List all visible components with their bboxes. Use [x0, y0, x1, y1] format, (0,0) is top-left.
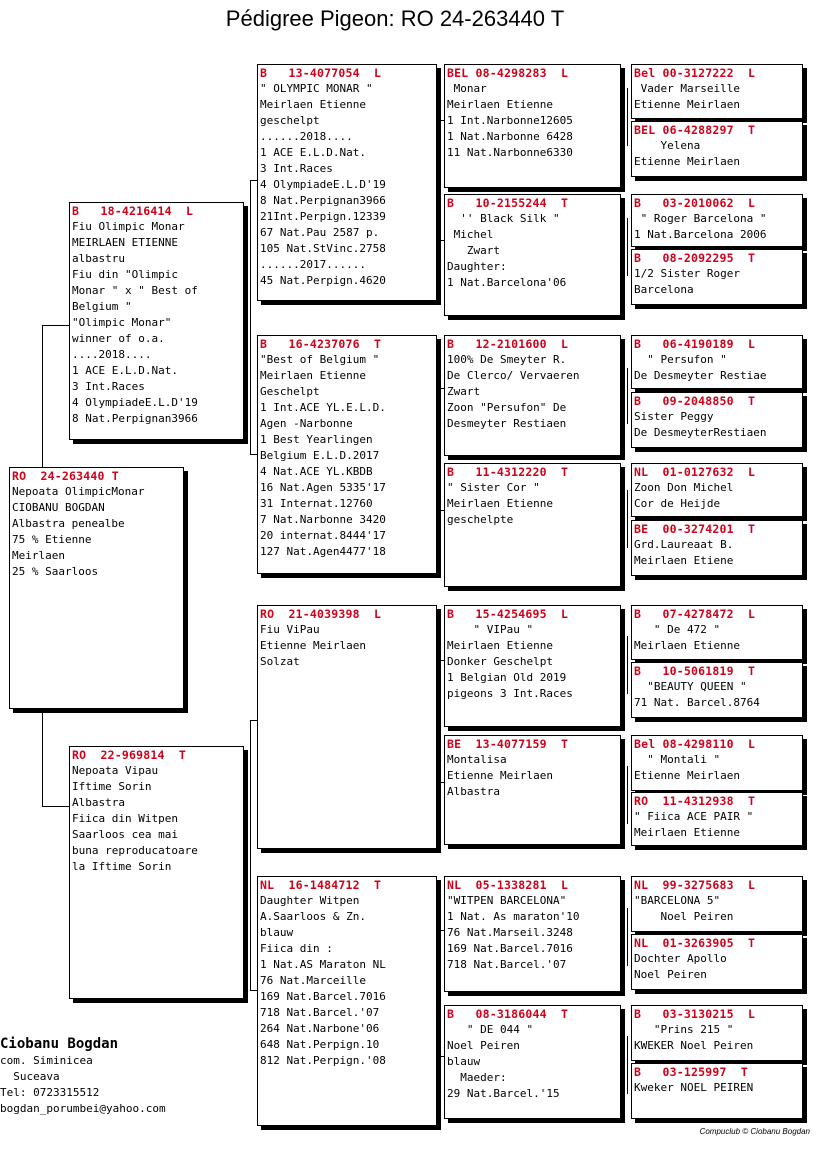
pigeon-info-line: geschelpte	[447, 513, 514, 526]
pigeon-card-gg11	[631, 735, 803, 791]
pigeon-info-line: 812 Nat.Perpign.'08	[260, 1054, 386, 1067]
ring-number: BEL 06-4288297 T	[634, 123, 756, 137]
pigeon-info-line: Fiu din "Olimpic	[72, 268, 178, 281]
pigeon-info-line: 4 Nat.ACE YL.KBDB	[260, 465, 373, 478]
pigeon-info-line: 1 Nat.Narbonne 6428	[447, 130, 573, 143]
pigeon-info-line: Albastra	[72, 796, 125, 809]
pigeon-info-line: "Best of Belgium "	[260, 353, 380, 366]
pigeon-card-gg13	[631, 876, 803, 932]
pigeon-info-line: Daughter Witpen	[260, 894, 360, 907]
pigeon-info-line: 264 Nat.Narbone'06	[260, 1022, 380, 1035]
pigeon-card-g8	[444, 1005, 621, 1119]
pigeon-info-line: albastru	[72, 252, 125, 265]
pigeon-info-line: 718 Nat.Barcel.'07	[260, 1006, 380, 1019]
pigeon-info-line: 1 Int.ACE YL.E.L.D.	[260, 401, 386, 414]
pigeon-info-line: "BEAUTY QUEEN "	[634, 680, 747, 693]
pigeon-info-line: Fiu Olimpic Monar	[72, 220, 185, 233]
connector-line	[627, 636, 628, 694]
pigeon-info-line: Etienne Meirlaen	[260, 639, 366, 652]
connector-line	[250, 330, 251, 454]
pigeon-info-line: " Persufon "	[634, 353, 727, 366]
pigeon-info-line: Meirlaen Etienne	[260, 98, 366, 111]
pigeon-info-line: 7 Nat.Narbonne 3420	[260, 513, 386, 526]
pigeon-card-g6	[444, 735, 621, 845]
ring-number: B 08-3186044 T	[447, 1007, 569, 1021]
ring-number: B 16-4237076 T	[260, 337, 382, 351]
pigeon-info-line: 20 internat.8444'17	[260, 529, 386, 542]
pigeon-info-line: CIOBANU BOGDAN	[12, 501, 105, 514]
ring-number: B 11-4312220 T	[447, 465, 569, 479]
pigeon-info-line: 8 Nat.Perpignan3966	[260, 194, 386, 207]
pigeon-info-line: blauw	[260, 926, 294, 939]
pigeon-info-line: 76 Nat.Marseil.3248	[447, 926, 573, 939]
pigeon-info-line: 71 Nat. Barcel.8764	[634, 696, 760, 709]
ring-number: Bel 08-4298110 L	[634, 737, 756, 751]
ring-number: B 10-5061819 T	[634, 664, 756, 678]
pigeon-info-line: Zoon Don Michel	[634, 481, 734, 494]
pigeon-card-gp3	[257, 605, 437, 849]
footer-credit: Compuclub © Ciobanu Bogdan	[699, 1127, 810, 1136]
pigeon-card-gg15	[631, 1005, 803, 1061]
pigeon-info-line: Noel Peiren	[634, 968, 707, 981]
pigeon-info-line: Fiu ViPau	[260, 623, 320, 636]
pigeon-info-line: Maeder:	[447, 1071, 507, 1084]
connector-line	[42, 708, 43, 806]
ring-number: B 08-2092295 T	[634, 251, 756, 265]
pigeon-info-line: 31 Internat.12760	[260, 497, 373, 510]
pigeon-info-line: "WITPEN BARCELONA"	[447, 894, 567, 907]
pigeon-info-line: buna reproducatoare	[72, 844, 198, 857]
ring-number: B 03-3130215 L	[634, 1007, 756, 1021]
pigeon-card-gp2	[257, 335, 437, 574]
pigeon-info-line: MEIRLAEN ETIENNE	[72, 236, 178, 249]
pigeon-info-line: 1 Nat.Barcelona 2006	[634, 228, 767, 241]
pigeon-info-line: Belgium "	[72, 300, 132, 313]
pigeon-info-line: Nepoata OlimpicMonar	[12, 485, 145, 498]
ring-number: B 12-2101600 L	[447, 337, 569, 351]
connector-line	[42, 325, 70, 326]
pigeon-info-line: Noel Peiren	[447, 1039, 520, 1052]
pigeon-info-line: 16 Nat.Agen 5335'17	[260, 481, 386, 494]
ring-number: RO 11-4312938 T	[634, 794, 756, 808]
pigeon-info-line: geschelpt	[260, 114, 320, 127]
pigeon-info-line: ....2018....	[72, 348, 152, 361]
pigeon-card-gg3	[631, 194, 803, 247]
pigeon-info-line: 45 Nat.Perpign.4620	[260, 274, 386, 287]
pigeon-info-line: 1 Nat.AS Maraton NL	[260, 958, 386, 971]
connector-line	[627, 218, 628, 276]
pigeon-info-line: Geschelpt	[260, 385, 320, 398]
pigeon-info-line: 1 Nat.Barcelona'06	[447, 276, 567, 289]
connector-line	[627, 368, 628, 424]
ring-number: B 18-4216414 L	[72, 204, 194, 218]
ring-number: B 03-2010062 L	[634, 196, 756, 210]
pigeon-info-line: Etienne Meirlaen	[634, 155, 740, 168]
pigeon-info-line: 1 ACE E.L.D.Nat.	[72, 364, 178, 377]
ring-number: NL 01-3263905 T	[634, 936, 756, 950]
pigeon-info-line: "BARCELONA 5"	[634, 894, 721, 907]
pigeon-info-line: " OLYMPIC MONAR "	[260, 82, 373, 95]
pigeon-card-gg8	[631, 520, 803, 576]
pigeon-card-gg1	[631, 64, 803, 119]
connector-line	[440, 660, 441, 782]
pigeon-info-line: Grd.Laureaat B.	[634, 538, 734, 551]
ring-number: BE 13-4077159 T	[447, 737, 569, 751]
pigeon-info-line: Solzat	[260, 655, 300, 668]
pigeon-card-g4	[444, 463, 621, 587]
pigeon-info-line: Albastra	[447, 785, 500, 798]
pigeon-info-line: 11 Nat.Narbonne6330	[447, 146, 573, 159]
pigeon-info-line: Donker Geschelpt	[447, 655, 553, 668]
ring-number: B 09-2048850 T	[634, 394, 756, 408]
pigeon-info-line: Monar	[447, 82, 487, 95]
pigeon-card-gg5	[631, 335, 803, 389]
pigeon-card-gg9	[631, 605, 803, 660]
pigeon-card-g5	[444, 605, 621, 727]
connector-line	[627, 908, 628, 966]
pigeon-info-line: " De 472 "	[634, 623, 721, 636]
ring-number: RO 21-4039398 L	[260, 607, 382, 621]
pigeon-info-line: Meirlaen Etienne	[260, 369, 366, 382]
pigeon-info-line: Barcelona	[634, 283, 694, 296]
pigeon-card-gg14	[631, 934, 803, 990]
pigeon-info-line: 1 Int.Narbonne12605	[447, 114, 573, 127]
pigeon-info-line: Vader Marseille	[634, 82, 740, 95]
ring-number: B 07-4278472 L	[634, 607, 756, 621]
pigeon-info-line: 648 Nat.Perpign.10	[260, 1038, 380, 1051]
pigeon-card-sire	[69, 202, 244, 440]
pigeon-info-line: Sister Peggy	[634, 410, 714, 423]
pigeon-info-line: Noel Peiren	[634, 910, 734, 923]
connector-line	[42, 325, 43, 468]
ring-number: B 13-4077054 L	[260, 66, 382, 80]
ring-number: Bel 00-3127222 L	[634, 66, 756, 80]
pigeon-card-gp4	[257, 876, 437, 1126]
connector-line	[627, 88, 628, 146]
pigeon-card-gg6	[631, 392, 803, 448]
pigeon-info-line: " VIPau "	[447, 623, 534, 636]
pigeon-card-gp1	[257, 64, 437, 301]
pigeon-info-line: De Desmeyter Restiae	[634, 369, 767, 382]
pigeon-info-line: " DE 044 "	[447, 1023, 534, 1036]
pigeon-info-line: Meirlaen Etienne	[634, 826, 740, 839]
ring-number: NL 01-0127632 L	[634, 465, 756, 479]
pigeon-info-line: " Sister Cor "	[447, 481, 540, 494]
connector-line	[250, 180, 251, 330]
pigeon-info-line: Meirlaen Etienne	[447, 639, 553, 652]
ring-number: B 06-4190189 L	[634, 337, 756, 351]
pigeon-info-line: 127 Nat.Agen4477'18	[260, 545, 386, 558]
pigeon-info-line: pigeons 3 Int.Races	[447, 687, 573, 700]
pigeon-info-line: Michel	[447, 228, 494, 241]
pigeon-info-line: Belgium E.L.D.2017	[260, 449, 380, 462]
pigeon-info-line: Cor de Heijde	[634, 497, 721, 510]
pigeon-card-subject	[9, 467, 184, 709]
pigeon-info-line: 75 % Etienne	[12, 533, 92, 546]
pigeon-info-line: Nepoata Vipau	[72, 764, 159, 777]
pigeon-info-line: 67 Nat.Pau 2587 p.	[260, 226, 380, 239]
pigeon-info-line: Desmeyter Restiaen	[447, 417, 567, 430]
pigeon-info-line: 76 Nat.Marceille	[260, 974, 366, 987]
pigeon-info-line: 105 Nat.StVinc.2758	[260, 242, 386, 255]
pigeon-info-line: ......2017......	[260, 258, 366, 271]
pigeon-card-dam	[69, 746, 244, 999]
pigeon-card-g2	[444, 194, 621, 316]
connector-line	[42, 806, 70, 807]
ring-number: NL 16-1484712 T	[260, 878, 382, 892]
pigeon-card-gg4	[631, 249, 803, 305]
pigeon-info-line: Etienne Meirlaen	[634, 98, 740, 111]
ring-number: NL 99-3275683 L	[634, 878, 756, 892]
pigeon-info-line: Daughter:	[447, 260, 507, 273]
owner-name: Ciobanu Bogdan	[0, 1036, 119, 1052]
pigeon-info-line: Monar " x " Best of	[72, 284, 198, 297]
ring-number: BE 00-3274201 T	[634, 522, 756, 536]
pigeon-info-line: KWEKER Noel Peiren	[634, 1039, 754, 1052]
pigeon-info-line: De Clerco/ Vervaeren	[447, 369, 580, 382]
pigeon-info-line: Fiica din :	[260, 942, 333, 955]
page-title: Pédigree Pigeon: RO 24-263440 T	[225, 6, 565, 31]
pigeon-info-line: 1 Belgian Old 2019	[447, 671, 567, 684]
pigeon-info-line: Etienne Meirlaen	[447, 769, 553, 782]
pigeon-info-line: Kweker NOEL PEIREN	[634, 1081, 754, 1094]
ring-number: RO 22-969814 T	[72, 748, 186, 762]
owner-email: bogdan_porumbei@yahoo.com	[0, 1102, 166, 1115]
pigeon-card-g1	[444, 64, 621, 188]
pigeon-card-g7	[444, 876, 621, 992]
pigeon-info-line: De DesmeyterRestiaen	[634, 426, 767, 439]
pigeon-info-line: " Roger Barcelona "	[634, 212, 767, 225]
pigeon-info-line: Meirlaen Etienne	[447, 497, 553, 510]
pigeon-info-line: 169 Nat.Barcel.7016	[260, 990, 386, 1003]
ring-number: B 03-125997 T	[634, 1065, 748, 1079]
connector-line	[440, 930, 441, 1056]
pigeon-card-gg7	[631, 463, 803, 517]
pigeon-info-line: Fiica din Witpen	[72, 812, 178, 825]
pigeon-info-line: '' Black Silk "	[447, 212, 560, 225]
pigeon-info-line: 3 Int.Races	[260, 162, 333, 175]
pigeon-info-line: 3 Int.Races	[72, 380, 145, 393]
pigeon-info-line: A.Saarloos & Zn.	[260, 910, 366, 923]
connector-line	[440, 388, 441, 510]
pigeon-info-line: 1 Best Yearlingen	[260, 433, 373, 446]
pigeon-info-line: 718 Nat.Barcel.'07	[447, 958, 567, 971]
owner-phone: Tel: 0723315512	[0, 1086, 100, 1099]
connector-line	[250, 720, 251, 870]
pigeon-card-gg16	[631, 1063, 803, 1119]
connector-line	[627, 1036, 628, 1094]
pigeon-info-line: Meirlaen Etienne	[634, 639, 740, 652]
owner-address-line1: com. Siminicea	[0, 1054, 93, 1067]
owner-info	[0, 1035, 166, 1117]
pigeon-info-line: 29 Nat.Barcel.'15	[447, 1087, 560, 1100]
pigeon-info-line: ......2018....	[260, 130, 353, 143]
pigeon-info-line: Zwart	[447, 244, 500, 257]
pigeon-info-line: winner of o.a.	[72, 332, 165, 345]
connector-line	[627, 766, 628, 824]
connector-line	[250, 870, 251, 990]
pigeon-info-line: 169 Nat.Barcel.7016	[447, 942, 573, 955]
pigeon-info-line: Montalisa	[447, 753, 507, 766]
connector-line	[440, 120, 441, 240]
pigeon-info-line: "Olimpic Monar"	[72, 316, 172, 329]
ring-number: BEL 08-4298283 L	[447, 66, 569, 80]
pigeon-card-gg12	[631, 792, 803, 846]
pigeon-card-gg2	[631, 121, 803, 177]
pigeon-info-line: "Prins 215 "	[634, 1023, 734, 1036]
pigeon-info-line: 4 OlympiadeE.L.D'19	[72, 396, 198, 409]
ring-number: B 15-4254695 L	[447, 607, 569, 621]
pigeon-info-line: la Iftime Sorin	[72, 860, 172, 873]
pigeon-info-line: 1/2 Sister Roger	[634, 267, 740, 280]
pigeon-info-line: 25 % Saarloos	[12, 565, 99, 578]
pigeon-info-line: " Montali "	[634, 753, 721, 766]
pigeon-card-gg10	[631, 662, 803, 718]
pigeon-info-line: Zwart	[447, 385, 481, 398]
pigeon-info-line: Meirlaen	[12, 549, 65, 562]
pigeon-info-line: 1 Nat. As maraton'10	[447, 910, 580, 923]
pigeon-info-line: " Fiica ACE PAIR "	[634, 810, 754, 823]
pigeon-info-line: Iftime Sorin	[72, 780, 152, 793]
pigeon-info-line: 1 ACE E.L.D.Nat.	[260, 146, 366, 159]
pigeon-info-line: Etienne Meirlaen	[634, 769, 740, 782]
pigeon-info-line: Zoon "Persufon" De	[447, 401, 567, 414]
ring-number: NL 05-1338281 L	[447, 878, 569, 892]
pigeon-card-g3	[444, 335, 621, 456]
pigeon-info-line: 100% De Smeyter R.	[447, 353, 567, 366]
pigeon-info-line: Dochter Apollo	[634, 952, 727, 965]
pigeon-info-line: 21Int.Perpign.12339	[260, 210, 386, 223]
connector-line	[627, 490, 628, 548]
pigeon-info-line: 4 OlympiadeE.L.D'19	[260, 178, 386, 191]
pigeon-info-line: blauw	[447, 1055, 481, 1068]
owner-address-line2: Suceava	[0, 1070, 60, 1083]
pigeon-info-line: Agen -Narbonne	[260, 417, 353, 430]
pigeon-info-line: Albastra penealbe	[12, 517, 125, 530]
ring-number: RO 24-263440 T	[12, 469, 119, 483]
pigeon-info-line: Meirlaen Etienne	[447, 98, 553, 111]
pigeon-info-line: Yelena	[634, 139, 701, 152]
pigeon-info-line: Saarloos cea mai	[72, 828, 178, 841]
ring-number: B 10-2155244 T	[447, 196, 569, 210]
pigeon-info-line: Meirlaen Etiene	[634, 554, 734, 567]
pigeon-info-line: 8 Nat.Perpignan3966	[72, 412, 198, 425]
